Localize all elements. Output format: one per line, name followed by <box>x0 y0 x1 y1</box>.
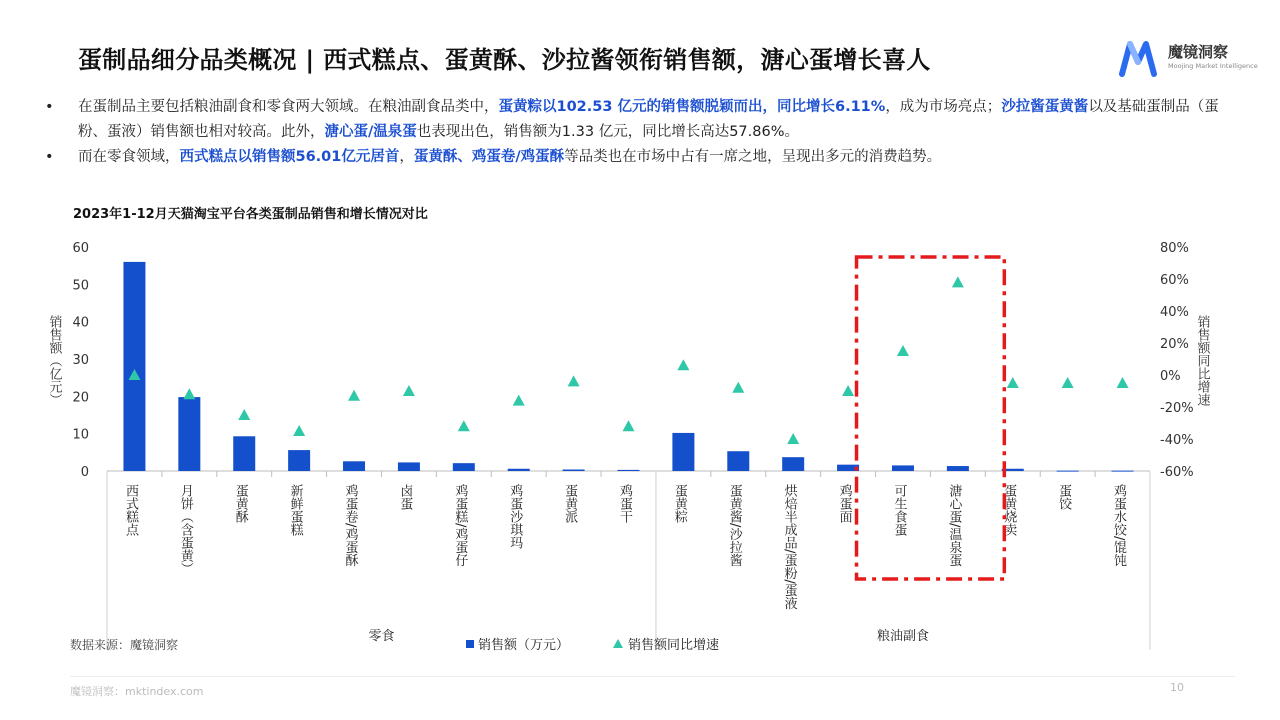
bullet-text: ，成为市场亮点； <box>885 99 1002 115</box>
y2-tick-label: 60% <box>1160 273 1189 288</box>
y2-tick-label: -20% <box>1160 401 1194 416</box>
growth-point <box>513 395 525 406</box>
x-tick-label: 鸡蛋干 <box>617 484 632 523</box>
growth-point <box>897 345 909 356</box>
growth-point <box>732 382 744 393</box>
highlight-text: 溏心蛋/温泉蛋 <box>324 124 417 140</box>
y-tick-label: 40 <box>72 315 89 331</box>
x-tick-label: 溏心蛋/温泉蛋 <box>946 484 962 567</box>
bar <box>288 450 310 471</box>
x-tick-label: 蛋黄酥 <box>232 484 248 523</box>
highlight-text: 西式糕点以销售额56.01亿元居首 <box>179 149 400 165</box>
y2-tick-label: 40% <box>1160 305 1189 320</box>
highlight-text: 沙拉酱蛋黄酱 <box>1001 99 1089 115</box>
y-tick-label: 10 <box>72 427 89 443</box>
group-label: 粮油副食 <box>876 629 929 644</box>
y2-tick-label: 20% <box>1160 337 1189 352</box>
y2-axis-label: 销售额同比增速 <box>1194 315 1210 406</box>
bar <box>233 436 255 471</box>
y-tick-label: 50 <box>72 278 89 294</box>
group-label: 零食 <box>368 629 395 644</box>
growth-point <box>1007 377 1019 388</box>
x-tick-label: 烘焙半成品/蛋粉/蛋液 <box>781 484 797 610</box>
y-tick-label: 60 <box>72 241 89 256</box>
bullet-text: 以及基础蛋制品（蛋粉、蛋液）销售额也相对较高。此外， <box>78 99 1219 140</box>
bar <box>563 470 585 471</box>
legend-growth-swatch <box>613 639 623 648</box>
highlight-text: 蛋黄酥、鸡蛋卷/鸡蛋酥 <box>413 149 565 165</box>
y2-tick-label: 0% <box>1160 369 1181 384</box>
x-tick-label: 卤蛋 <box>397 484 413 510</box>
x-tick-label: 鸡蛋糕/鸡蛋仔 <box>452 484 468 567</box>
x-tick-label: 西式糕点 <box>122 484 138 536</box>
y2-tick-label: 80% <box>1160 241 1189 256</box>
bullet-dot: • <box>45 99 54 115</box>
bar <box>618 470 640 471</box>
growth-point <box>623 420 635 431</box>
page-title: 蛋制品细分品类概况 | 西式糕点、蛋黄酥、沙拉酱领衔销售额，溏心蛋增长喜人 <box>78 46 931 74</box>
brand-subtitle: Moojing Market Intelligence <box>1168 62 1258 70</box>
bullet-text: 而在零食领域， <box>78 149 180 165</box>
bullet-dot: • <box>45 149 54 165</box>
x-tick-label: 新鲜蛋糕 <box>287 484 303 536</box>
bullet-text: ， <box>399 149 414 165</box>
bullet-text: 在蛋制品主要包括粮油副食和零食两大领域。在粮油副食品类中， <box>78 99 499 115</box>
bar <box>727 451 749 471</box>
growth-point <box>348 390 360 401</box>
highlight-text: 蛋黄粽以102.53 亿元的销售额脱颖而出，同比增长6.11% <box>498 99 886 115</box>
x-tick-label: 蛋饺 <box>1056 484 1072 510</box>
y2-tick-label: -40% <box>1160 433 1194 448</box>
growth-point <box>183 388 195 399</box>
footer-url: 魔镜洞察：mktindex.com <box>70 685 204 698</box>
y2-tick-label: -60% <box>1160 465 1194 480</box>
bar <box>123 262 145 471</box>
growth-point <box>568 375 580 386</box>
x-tick-label: 蛋黄粽 <box>671 484 687 523</box>
y-tick-label: 20 <box>72 390 89 406</box>
growth-point <box>403 385 415 396</box>
bar <box>1057 471 1079 472</box>
growth-point <box>238 409 250 420</box>
growth-point <box>458 420 470 431</box>
growth-point <box>1062 377 1074 388</box>
y-tick-label: 30 <box>72 353 89 368</box>
growth-point <box>293 425 305 436</box>
page-number: 10 <box>1170 681 1184 694</box>
x-tick-label: 蛋黄烧卖 <box>1001 484 1017 536</box>
bar <box>782 457 804 471</box>
bullet-text: 等品类也在市场中占有一席之地，呈现出多元的消费趋势。 <box>564 149 942 165</box>
legend-bar-label: 销售额（万元） <box>478 638 570 653</box>
legend-bar-swatch <box>466 640 474 648</box>
bar <box>947 466 969 471</box>
bar <box>1112 471 1134 472</box>
x-tick-label: 鸡蛋沙琪玛 <box>507 484 523 549</box>
x-tick-label: 鸡蛋水饺/馄饨 <box>1111 484 1127 567</box>
bar <box>672 433 694 471</box>
brand-name: 魔镜洞察 <box>1168 43 1229 61</box>
x-tick-label: 月饼（含蛋黄） <box>177 484 193 575</box>
footer-divider <box>70 676 1235 677</box>
bar <box>178 397 200 471</box>
growth-point <box>842 385 854 396</box>
y-tick-label: 0 <box>80 465 89 480</box>
x-tick-label: 可生食蛋 <box>891 484 907 536</box>
legend-growth-label: 销售额同比增速 <box>628 638 720 653</box>
y-axis-label: 销售额（亿元） <box>46 315 62 406</box>
bar <box>453 463 475 471</box>
chart-title: 2023年1-12月天猫淘宝平台各类蛋制品销售和增长情况对比 <box>73 207 428 222</box>
bullet-text: 也表现出色，销售额为1.33 亿元，同比增长高达57.86%。 <box>416 124 799 140</box>
x-tick-label: 鸡蛋面 <box>836 484 852 523</box>
highlight-box <box>857 257 1005 579</box>
data-source: 数据来源：魔镜洞察 <box>70 638 179 652</box>
bar <box>508 469 530 471</box>
bar <box>398 462 420 471</box>
x-tick-label: 蛋黄派 <box>562 484 578 523</box>
bar <box>892 465 914 471</box>
growth-point <box>787 433 799 444</box>
growth-point <box>952 276 964 287</box>
x-tick-label: 鸡蛋卷/鸡蛋酥 <box>342 484 358 567</box>
bar <box>343 461 365 471</box>
growth-point <box>677 359 689 370</box>
growth-point <box>1117 377 1129 388</box>
x-tick-label: 蛋黄酱/沙拉酱 <box>726 484 742 567</box>
